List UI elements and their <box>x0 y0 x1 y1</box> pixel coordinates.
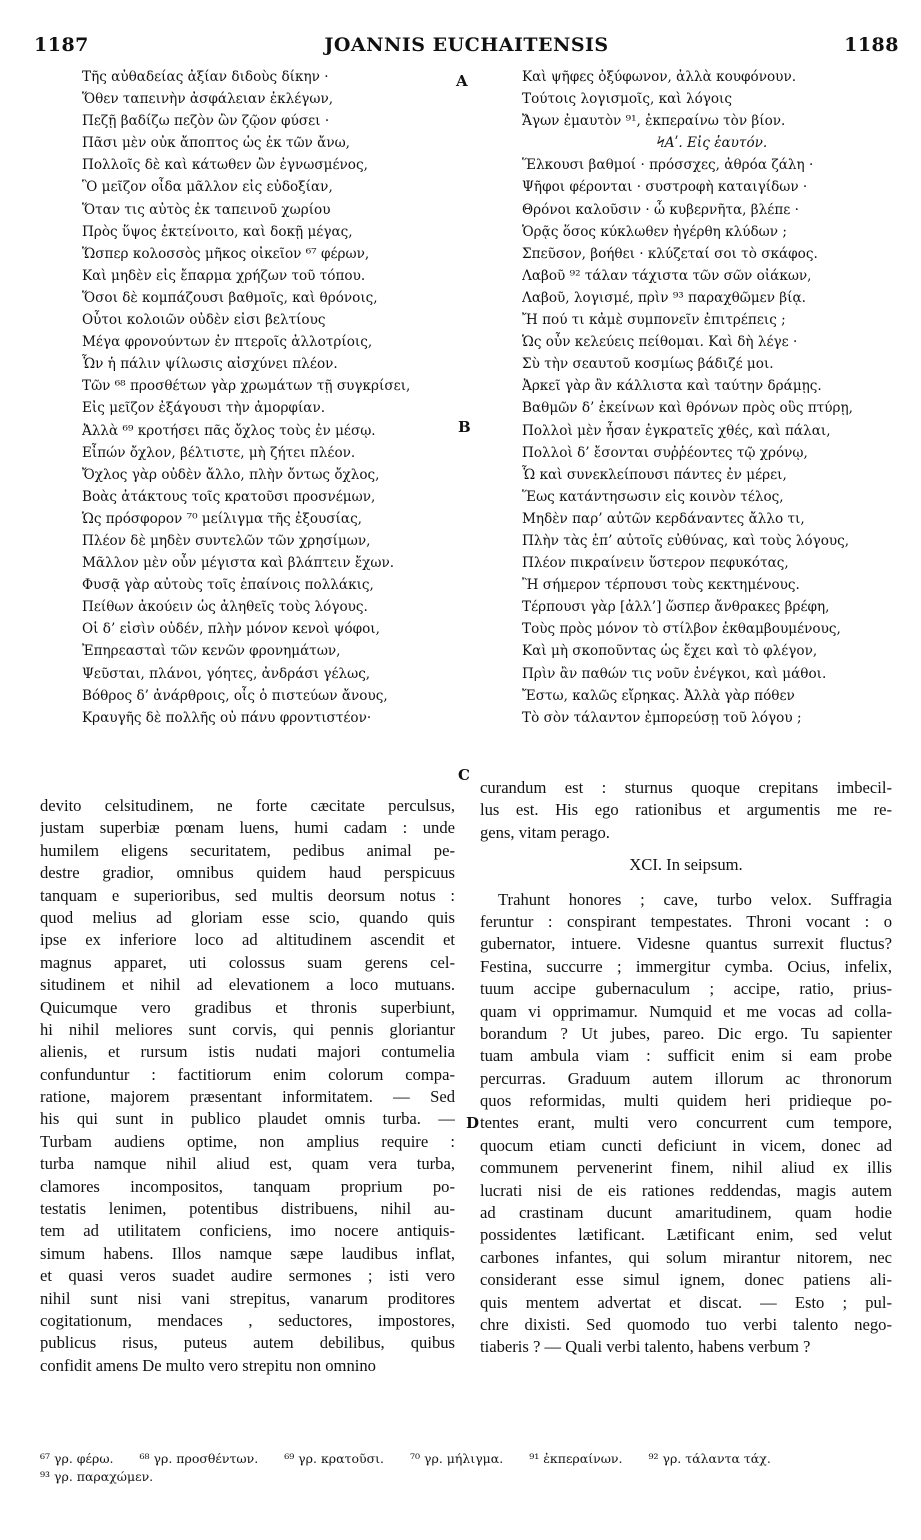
prose-line: Trahunt honores ; cave, turbo velox. Suffragia <box>498 889 892 909</box>
prose-line: hi nihil meliores sunt corvis, qui pennis gloriantur <box>40 1019 455 1039</box>
prose-line: ipse ex inferiore loco ad altitudinem ascendit et <box>40 930 455 950</box>
greek-verse-right-column <box>522 66 902 729</box>
verse-line: Πολλοὶ δ’ ἔσονται συῤῥέοντες τῷ χρόνῳ, <box>522 444 808 461</box>
verse-line: Μηδὲν παρ’ αὐτῶν κερδάναντες ἄλλο τι, <box>522 510 805 527</box>
verse-line: Ἔστω, καλῶς εἴρηκας. Ἀλλὰ γὰρ πόθεν <box>522 687 795 704</box>
verse-line: Τῶν ⁶⁸ προσθέτων γὰρ χρωμάτων τῇ συγκρίσει, <box>82 378 411 395</box>
verse-line: Ὄχλος γὰρ οὐδὲν ἄλλο, πλὴν ὄντως ὄχλος, <box>82 466 380 483</box>
verse-line: Ἤ πού τι κἀμὲ συμπονεῖν ἐπιτρέπεις ; <box>522 312 786 329</box>
latin-translation-left-column <box>40 795 455 1377</box>
prose-line: humilem eligens securitatem, pedibus animal pe- <box>40 840 455 860</box>
verse-line: Τῆς αὐθαδείας ἀξίαν διδοὺς δίκην · <box>82 69 329 85</box>
prose-line: gens, vitam perago. <box>480 822 610 842</box>
verse-line: Ψεῦσται, πλάνοι, γόητες, ἀνδράσι γέλως, <box>82 665 371 682</box>
prose-line: quis mentem advertat et discat. — Esto ; pul- <box>480 1292 892 1312</box>
prose-line: publicus risus, puteus autem debilibus, quibus <box>40 1333 455 1353</box>
verse-line: Μέγα φρονούντων ἐν πτεροῖς ἀλλοτρίοις, <box>82 334 373 351</box>
verse-line: Βοὰς ἀτάκτους τοῖς κρατοῦσι προσνέμων, <box>82 488 376 505</box>
prose-line: tanquam e superioribus, sed multis deorsum notus : <box>40 885 455 905</box>
verse-line: Πρὶν ἂν παθών τις νοῦν ἐνέγκοι, καὶ μάθοι. <box>522 665 827 682</box>
verse-line: Ὅταν τις αὐτὸς ἐκ ταπεινοῦ χωρίου <box>82 201 331 218</box>
verse-line: Ὅσοι δὲ κομπάζουσι βαθμοῖς, καὶ θρόνοις, <box>82 289 378 306</box>
section-heading: ϞΑʹ. Εἰς ἑαυτόν. <box>656 135 768 152</box>
prose-line: testatis lenimen, potentibus distribuens, nihil au- <box>40 1199 455 1219</box>
verse-line: Βόθρος δ’ ἀνάρθροις, οἷς ὁ πιστεύων ἄνους, <box>82 687 388 704</box>
page-number-left: 1187 <box>34 34 89 56</box>
footnote-item: ⁶⁹ γρ. κρατοῦσι. <box>284 1451 384 1466</box>
prose-line: considerant esse simul ignem, donec patiens ali- <box>480 1270 892 1290</box>
verse-line: Οὗτοι κολοιῶν οὐδὲν εἰσι βελτίους <box>82 312 326 329</box>
verse-line: Τὸ σὸν τάλαντον ἐμπορεύσῃ τοῦ λόγου ; <box>522 709 802 726</box>
prose-line: possidentes lætificant. Lætificant enim, sed velut <box>480 1225 892 1245</box>
section-heading: XCI. In seipsum. <box>629 855 743 875</box>
column-marker-a: A <box>456 72 468 90</box>
verse-line: Φυσᾷ γὰρ αὐτοὺς τοῖς ἐπαίνοις πολλάκις, <box>82 577 374 594</box>
verse-line: Ὡς πρόσφορον ⁷⁰ μείλιγμα τῆς ἐξουσίας, <box>82 510 362 527</box>
prose-line: justam superbiæ pœnam luens, humi cadam : unde <box>40 818 455 838</box>
column-marker-c: C <box>458 766 470 784</box>
verse-line: Ὁρᾷς ὅσος κύκλωθεν ἠγέρθη κλύδων ; <box>522 223 787 240</box>
footnote-item: ⁷⁰ γρ. μήλιγμα. <box>410 1451 504 1466</box>
latin-translation-right-column <box>480 777 892 1359</box>
verse-line: Ἄγων ἐμαυτὸν ⁹¹, ἐκπεραίνω τὸν βίον. <box>522 113 786 130</box>
verse-line: Ἀρκεῖ γὰρ ἂν κάλλιστα καὶ ταύτην δράμῃς. <box>522 378 822 395</box>
verse-line: Πᾶσι μὲν οὐκ ἄποπτος ὡς ἐκ τῶν ἄνω, <box>82 135 350 152</box>
running-title: JOANNIS EUCHAITENSIS <box>324 34 609 56</box>
running-header <box>34 34 899 64</box>
verse-line: Ἕως κατάντησωσιν εἰς κοινὸν τέλος, <box>522 488 784 505</box>
prose-line: quocum etiam cuncti deficiunt in vicem, donec ad <box>480 1135 892 1155</box>
footnote-item: ⁶⁸ γρ. προσθέντων. <box>139 1451 259 1466</box>
prose-line: percurras. Graduum autem illorum ac thronorum <box>480 1068 892 1088</box>
verse-line: Καὶ μὴ σκοποῦντας ὡς ἔχει καὶ τὸ φλέγον, <box>522 643 818 660</box>
verse-line: Μᾶλλον μὲν οὖν μέγιστα καὶ βλάπτειν ἔχων. <box>82 555 395 572</box>
prose-line: quos reformidas, multi quidem heri pridieque po- <box>480 1091 892 1111</box>
prose-line: Quicumque vero gradibus et thronis superbiunt, <box>40 997 455 1017</box>
prose-line: gubernator, intuere. Videsne quantus surrexit fluctus? <box>480 934 892 954</box>
verse-line: Εἶπών ὄχλον, βέλτιστε, μὴ ζήτει πλέον. <box>82 444 356 461</box>
verse-line: Λαβοῦ ⁹² τάλαν τάχιστα τῶν σῶν οἰάκων, <box>522 267 812 284</box>
prose-line: tem ad utilitatem conficiens, imo nocere antiquis- <box>40 1221 455 1241</box>
verse-line: Ἐπηρεασταὶ τῶν κενῶν φρονημάτων, <box>82 643 341 660</box>
prose-line: magnus apparet, uti colossus suam gerens cel- <box>40 952 455 972</box>
verse-line: Πλέον δὲ μηδὲν συντελῶν τῶν χρησίμων, <box>82 532 371 549</box>
prose-line: tuum accipe gubernaculum ; accipe, ratio, prius- <box>480 979 892 999</box>
prose-line: Festina, succurre ; immergitur cymba. Ocius, infelix, <box>480 956 892 976</box>
footnote-line: ⁹³ γρ. παραχώμεν. <box>40 1469 154 1484</box>
prose-line: lus est. His ego rationibus et argumentis me re- <box>480 800 892 820</box>
prose-line: ratione, majorem præsentant informitatem. — Sed <box>40 1087 455 1107</box>
prose-line: ad crastinam ducunt amaritudinem, quam hodie <box>480 1203 892 1223</box>
prose-line: situdinem et nihil ad elevationem a loco mutuans. <box>40 975 455 995</box>
prose-line: et quasi veros suadet audire sermones ; isti vero <box>40 1266 455 1286</box>
footnotes <box>40 1450 899 1486</box>
column-marker-b: B <box>458 418 471 436</box>
verse-line: Πολλοὶ μὲν ἦσαν ἐγκρατεῖς χθές, καὶ πάλαι, <box>522 422 831 439</box>
verse-line: Εἰς μεῖζον ἐξάγουσι τὴν ἀμορφίαν. <box>82 400 326 417</box>
prose-line: Turbam audiens optime, non amplius require : <box>40 1131 455 1151</box>
verse-line: Ἕλκουσι βαθμοί · πρόσσχες, ἀθρόα ζάλη · <box>522 157 814 174</box>
prose-line: turba namque nihil aliud est, quam vera turba, <box>40 1154 455 1174</box>
prose-line: clamores incompositos, tanquam proprium po- <box>40 1176 455 1196</box>
verse-line: Τούτοις λογισμοῖς, καὶ λόγοις <box>522 91 732 108</box>
verse-line: Ὧν ἡ πάλιν ψίλωσις αἰσχύνει πλέον. <box>82 356 338 373</box>
prose-line: devito celsitudinem, ne forte cæcitate perculsus, <box>40 796 455 815</box>
verse-line: Ὃ μεῖζον οἶδα μᾶλλον εἰς εὐδοξίαν, <box>82 179 333 196</box>
prose-line: alienis, et rursum istis nudati majori contumelia <box>40 1042 455 1062</box>
verse-line: Ὥσπερ κολοσσὸς μῆκος οἰκεῖον ⁶⁷ φέρων, <box>82 245 370 262</box>
verse-line: Οἱ δ’ εἰσὶν οὐδέν, πλὴν μόνον κενοὶ ψόφοι, <box>82 621 380 638</box>
prose-line: confidit amens De multo vero strepitu non omnino <box>40 1355 376 1375</box>
verse-line: Πλὴν τὰς ἐπ’ αὐτοῖς εὐθύνας, καὶ τοὺς λόγους, <box>522 532 850 549</box>
verse-line: Πεζῇ βαδίζω πεζὸν ὢν ζῷον φύσει · <box>82 113 330 130</box>
prose-line: borandum ? Ut jubes, pareo. Dic ergo. Tu sapienter <box>480 1023 892 1043</box>
verse-line: Ὅθεν ταπεινὴν ἀσφάλειαν ἐκλέγων, <box>82 91 334 108</box>
verse-line: Πολλοῖς δὲ καὶ κάτωθεν ὢν ἐγνωσμένος, <box>82 157 368 174</box>
column-marker-d: D <box>466 1114 480 1132</box>
prose-line: communem pervenerint finem, nihil aliud ex illis <box>480 1158 892 1178</box>
prose-line: lucrati nisi de eis rationes reddendas, magis autem <box>480 1180 892 1200</box>
prose-line: quod melius ad gloriam esse scio, quando quis <box>40 907 455 927</box>
verse-line: Ὡς οὖν κελεύεις πείθομαι. Καὶ δὴ λέγε · <box>522 334 798 351</box>
verse-line: Σὺ τὴν σεαυτοῦ κοσμίως βάδιζέ μοι. <box>522 356 774 373</box>
verse-line: Λαβοῦ, λογισμέ, πρὶν ⁹³ παραχθῶμεν βίᾳ. <box>522 289 807 306</box>
prose-line: tentes erant, multi vero concurrent cum tempore, <box>480 1113 892 1133</box>
prose-line: tiaberis ? — Quali verbi talento, habens verbum ? <box>480 1337 811 1357</box>
verse-line: Καὶ μηδὲν εἰς ἔπαρμα χρήζων τοῦ τόπου. <box>82 267 366 284</box>
verse-line: Κραυγῆς δὲ πολλῆς οὐ πάνυ φροντιστέον· <box>82 709 372 726</box>
prose-line: destre gradior, omnibus quidem haud perspicuus <box>40 863 455 883</box>
verse-line: Ἢ σήμερον τέρπουσι τοὺς κεκτημένους. <box>522 577 800 594</box>
greek-verse-left-column <box>82 66 450 729</box>
footnote-item: ⁹¹ ἐκπεραίνων. <box>529 1451 623 1466</box>
footnote-line <box>40 1450 899 1468</box>
verse-line: Καὶ ψῆφες ὀξύφωνον, ἀλλὰ κουφόνουν. <box>522 69 797 85</box>
verse-line: Θρόνοι καλοῦσιν · ὦ κυβερνῆτα, βλέπε · <box>522 201 799 218</box>
verse-line: Πρὸς ὕψος ἐκτείνοιτο, καὶ δοκῇ μέγας, <box>82 223 353 240</box>
prose-line: carbones infantes, qui solum mirantur nitorem, nec <box>480 1247 892 1267</box>
footnote-item: ⁶⁷ γρ. φέρω. <box>40 1451 114 1466</box>
verse-line: Τοὺς πρὸς μόνον τὸ στίλβον ἐκθαμβουμένους, <box>522 621 841 638</box>
verse-line: Τέρπουσι γὰρ [ἀλλ’] ὥσπερ ἄνθρακες βρέφη, <box>522 599 830 616</box>
verse-line: Πλέον πικραίνειν ὕστερον πεφυκότας, <box>522 555 789 572</box>
verse-line: Ἀλλὰ ⁶⁹ κροτήσει πᾶς ὄχλος τοὺς ἐν μέσῳ. <box>82 422 376 439</box>
page-number-right: 1188 <box>844 34 899 56</box>
prose-line: cogitationum, mendaces , seductores, impostores, <box>40 1310 455 1330</box>
prose-line: simum habens. Illos namque sæpe laudibus inflat, <box>40 1243 455 1263</box>
verse-line: Πείθων ἀκούειν ὡς ἀληθεῖς τοὺς λόγους. <box>82 599 368 616</box>
prose-line: feruntur : conspirant tempestates. Throni vocant : o <box>480 911 892 931</box>
prose-line: confunduntur : factitiorum enim colorum compa- <box>40 1064 455 1084</box>
footnote-item: ⁹² γρ. τάλαντα τάχ. <box>648 1451 771 1466</box>
prose-line: nihil sunt nisi vani strepitus, vanarum proditores <box>40 1288 455 1308</box>
prose-line: tuam ambula viam : sufficit enim si eam probe <box>480 1046 892 1066</box>
prose-line: quam vi opprimamur. Numquid et me vocas ad colla- <box>480 1001 892 1021</box>
verse-line: Ὧ καὶ συνεκλείπουσι πάντες ἐν μέρει, <box>522 466 787 483</box>
verse-line: Βαθμῶν δ’ ἐκείνων καὶ θρόνων πρὸς οὓς πτύρῃ, <box>522 400 854 417</box>
prose-line: curandum est : sturnus quoque crepitans imbecil- <box>480 778 892 797</box>
prose-line: chre dixisti. Sed quomodo tuo verbi talento nego- <box>480 1314 892 1334</box>
verse-line: Σπεῦσον, βοήθει · κλύζεταί σοι τὸ σκάφος. <box>522 245 818 262</box>
verse-line: Ψῆφοι φέρονται · συστροφὴ καταιγίδων · <box>522 179 808 196</box>
prose-line: his qui sunt in publico plaudet omnis turba. — <box>40 1109 455 1129</box>
